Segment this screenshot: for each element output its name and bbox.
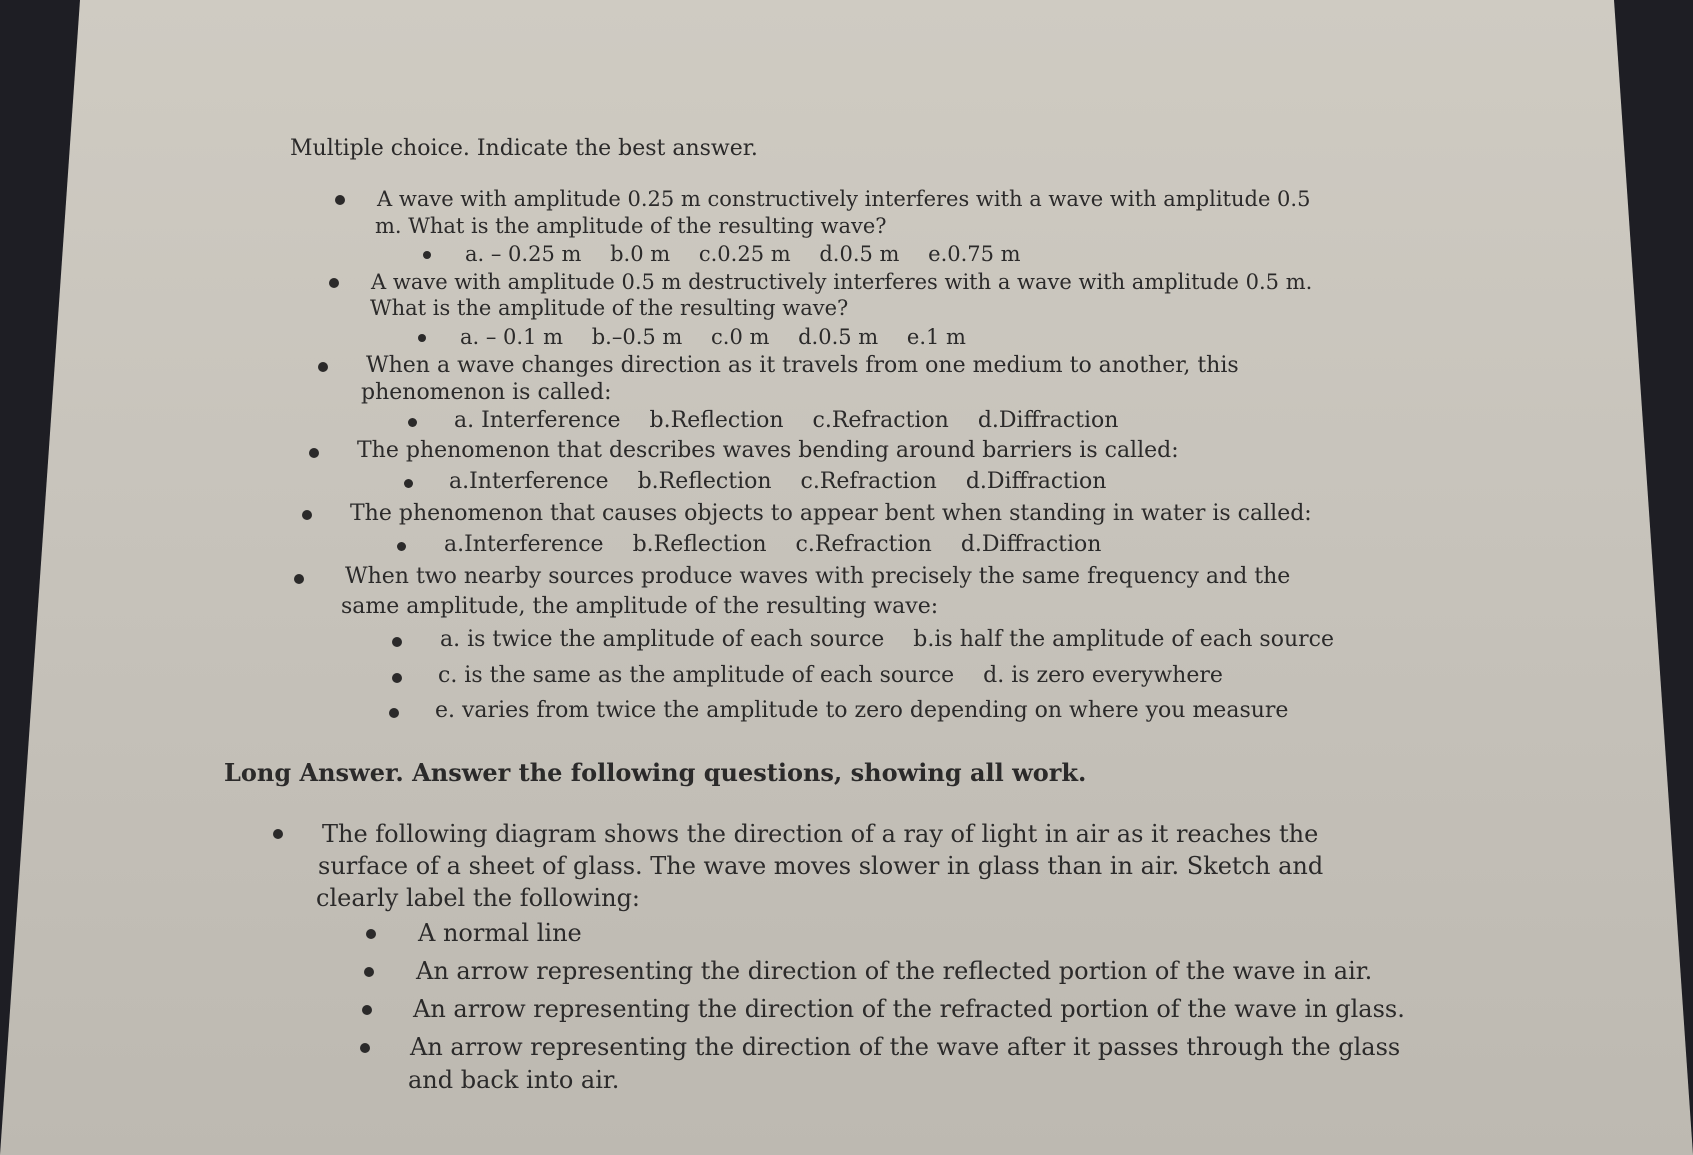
mc-q1-line1: A wave with amplitude 0.25 m constructively interferes with a wave with amplitude 0.5 — [377, 187, 1311, 211]
mc-q1-option-c: c.0.25 m — [698, 242, 791, 266]
mc-q5-option-d: d.Diffraction — [960, 532, 1102, 557]
mc-q5-option-b: b.Reflection — [632, 532, 767, 557]
mc-q4-line1: The phenomenon that describes waves bending around barriers is called: — [357, 438, 1179, 463]
mc-q1-line2: m. What is the amplitude of the resulting wave? — [375, 214, 887, 238]
mc-q2-line2: What is the amplitude of the resulting wave? — [370, 296, 849, 320]
mc-q2-option-d: d.0.5 m — [798, 325, 879, 349]
mc-q5-line1: The phenomenon that causes objects to appear bent when standing in water is called: — [350, 501, 1312, 526]
la-q1-bullet — [273, 829, 283, 839]
mc-q5-option-a: a.Interference — [444, 532, 604, 557]
la-q1-line3: clearly label the following: — [316, 884, 641, 912]
mc-q3-line2: phenomenon is called: — [361, 380, 612, 405]
mc-q6-option-c: c. is the same as the amplitude of each source — [438, 663, 955, 688]
mc-q6-line1: When two nearby sources produce waves with precisely the same frequency and the — [345, 564, 1291, 589]
mc-q3-bullet — [318, 362, 328, 372]
mc-heading: Multiple choice. Indicate the best answer. — [290, 136, 758, 161]
mc-q4-option-a: a.Interference — [449, 469, 609, 494]
mc-q6-bullet — [294, 574, 304, 584]
mc-q3-options — [454, 408, 1140, 433]
mc-q1-option-e: e.0.75 m — [928, 242, 1021, 266]
mc-q5-bullet — [302, 510, 312, 520]
la-q1-line2: surface of a sheet of glass. The wave moves slower in glass than in air. Sketch and — [318, 852, 1324, 880]
mc-q6-line2: same amplitude, the amplitude of the resulting wave: — [341, 594, 939, 619]
la-item1-bullet — [366, 929, 376, 939]
mc-q6-option-e-bullet — [389, 708, 399, 718]
mc-q2-option-c: c.0 m — [711, 325, 770, 349]
mc-q6-option-d: d. is zero everywhere — [983, 663, 1223, 688]
mc-q2-bullet — [329, 278, 339, 288]
mc-q6-option-e: e. varies from twice the amplitude to zero depending on where you measure — [435, 698, 1289, 723]
mc-q6-option-cd-bullet — [392, 673, 402, 683]
la-heading: Long Answer. Answer the following questions, showing all work. — [224, 758, 1087, 787]
mc-q2-option-a: a. – 0.1 m — [460, 325, 564, 349]
mc-q2-option-e: e.1 m — [906, 325, 966, 349]
mc-q4-option-c: c.Refraction — [800, 469, 937, 494]
mc-q1-option-d: d.0.5 m — [819, 242, 900, 266]
mc-q5-options — [444, 532, 1123, 557]
mc-q6-options-ab — [440, 627, 1334, 652]
la-item4-bullet — [360, 1043, 370, 1053]
mc-q3-option-c: c.Refraction — [812, 408, 949, 433]
mc-q3-line1: When a wave changes direction as it travels from one medium to another, this — [366, 353, 1239, 378]
mc-q4-option-d: d.Diffraction — [965, 469, 1107, 494]
la-item3-bullet — [362, 1005, 372, 1015]
mc-q3-option-a: a. Interference — [454, 408, 621, 433]
mc-q3-option-b: b.Reflection — [649, 408, 784, 433]
mc-q2-options — [460, 325, 988, 349]
mc-q6-option-a: a. is twice the amplitude of each source — [440, 627, 885, 652]
la-item2-bullet — [364, 967, 374, 977]
la-item1: A normal line — [418, 919, 582, 947]
mc-q1-bullet — [335, 195, 345, 205]
mc-q6-options-cd — [438, 663, 1223, 688]
la-item3: An arrow representing the direction of the refracted portion of the wave in glass. — [413, 995, 1405, 1023]
mc-q5-option-c: c.Refraction — [795, 532, 932, 557]
mc-q4-options — [449, 469, 1128, 494]
mc-q5-options-bullet — [397, 542, 406, 551]
mc-q1-option-b: b.0 m — [610, 242, 671, 266]
mc-q4-option-b: b.Reflection — [637, 469, 772, 494]
la-item4-line2: and back into air. — [408, 1066, 620, 1094]
mc-q4-bullet — [309, 448, 319, 458]
mc-q4-options-bullet — [404, 479, 413, 488]
mc-q2-options-bullet — [418, 334, 426, 342]
mc-q2-option-b: b.–0.5 m — [591, 325, 683, 349]
mc-q6-option-b: b.is half the amplitude of each source — [913, 627, 1334, 652]
mc-q2-line1: A wave with amplitude 0.5 m destructively interferes with a wave with amplitude 0.5 m. — [371, 270, 1313, 294]
mc-q3-option-d: d.Diffraction — [977, 408, 1119, 433]
mc-q1-options — [465, 242, 1043, 266]
la-q1-line1: The following diagram shows the direction of a ray of light in air as it reaches the — [322, 820, 1319, 848]
mc-q1-option-a: a. – 0.25 m — [465, 242, 582, 266]
mc-q6-option-ab-bullet — [392, 637, 402, 647]
la-item4-line1: An arrow representing the direction of the wave after it passes through the glass — [410, 1033, 1401, 1061]
mc-q3-options-bullet — [408, 418, 417, 427]
la-item2: An arrow representing the direction of the reflected portion of the wave in air. — [416, 957, 1373, 985]
mc-q1-options-bullet — [423, 251, 431, 259]
